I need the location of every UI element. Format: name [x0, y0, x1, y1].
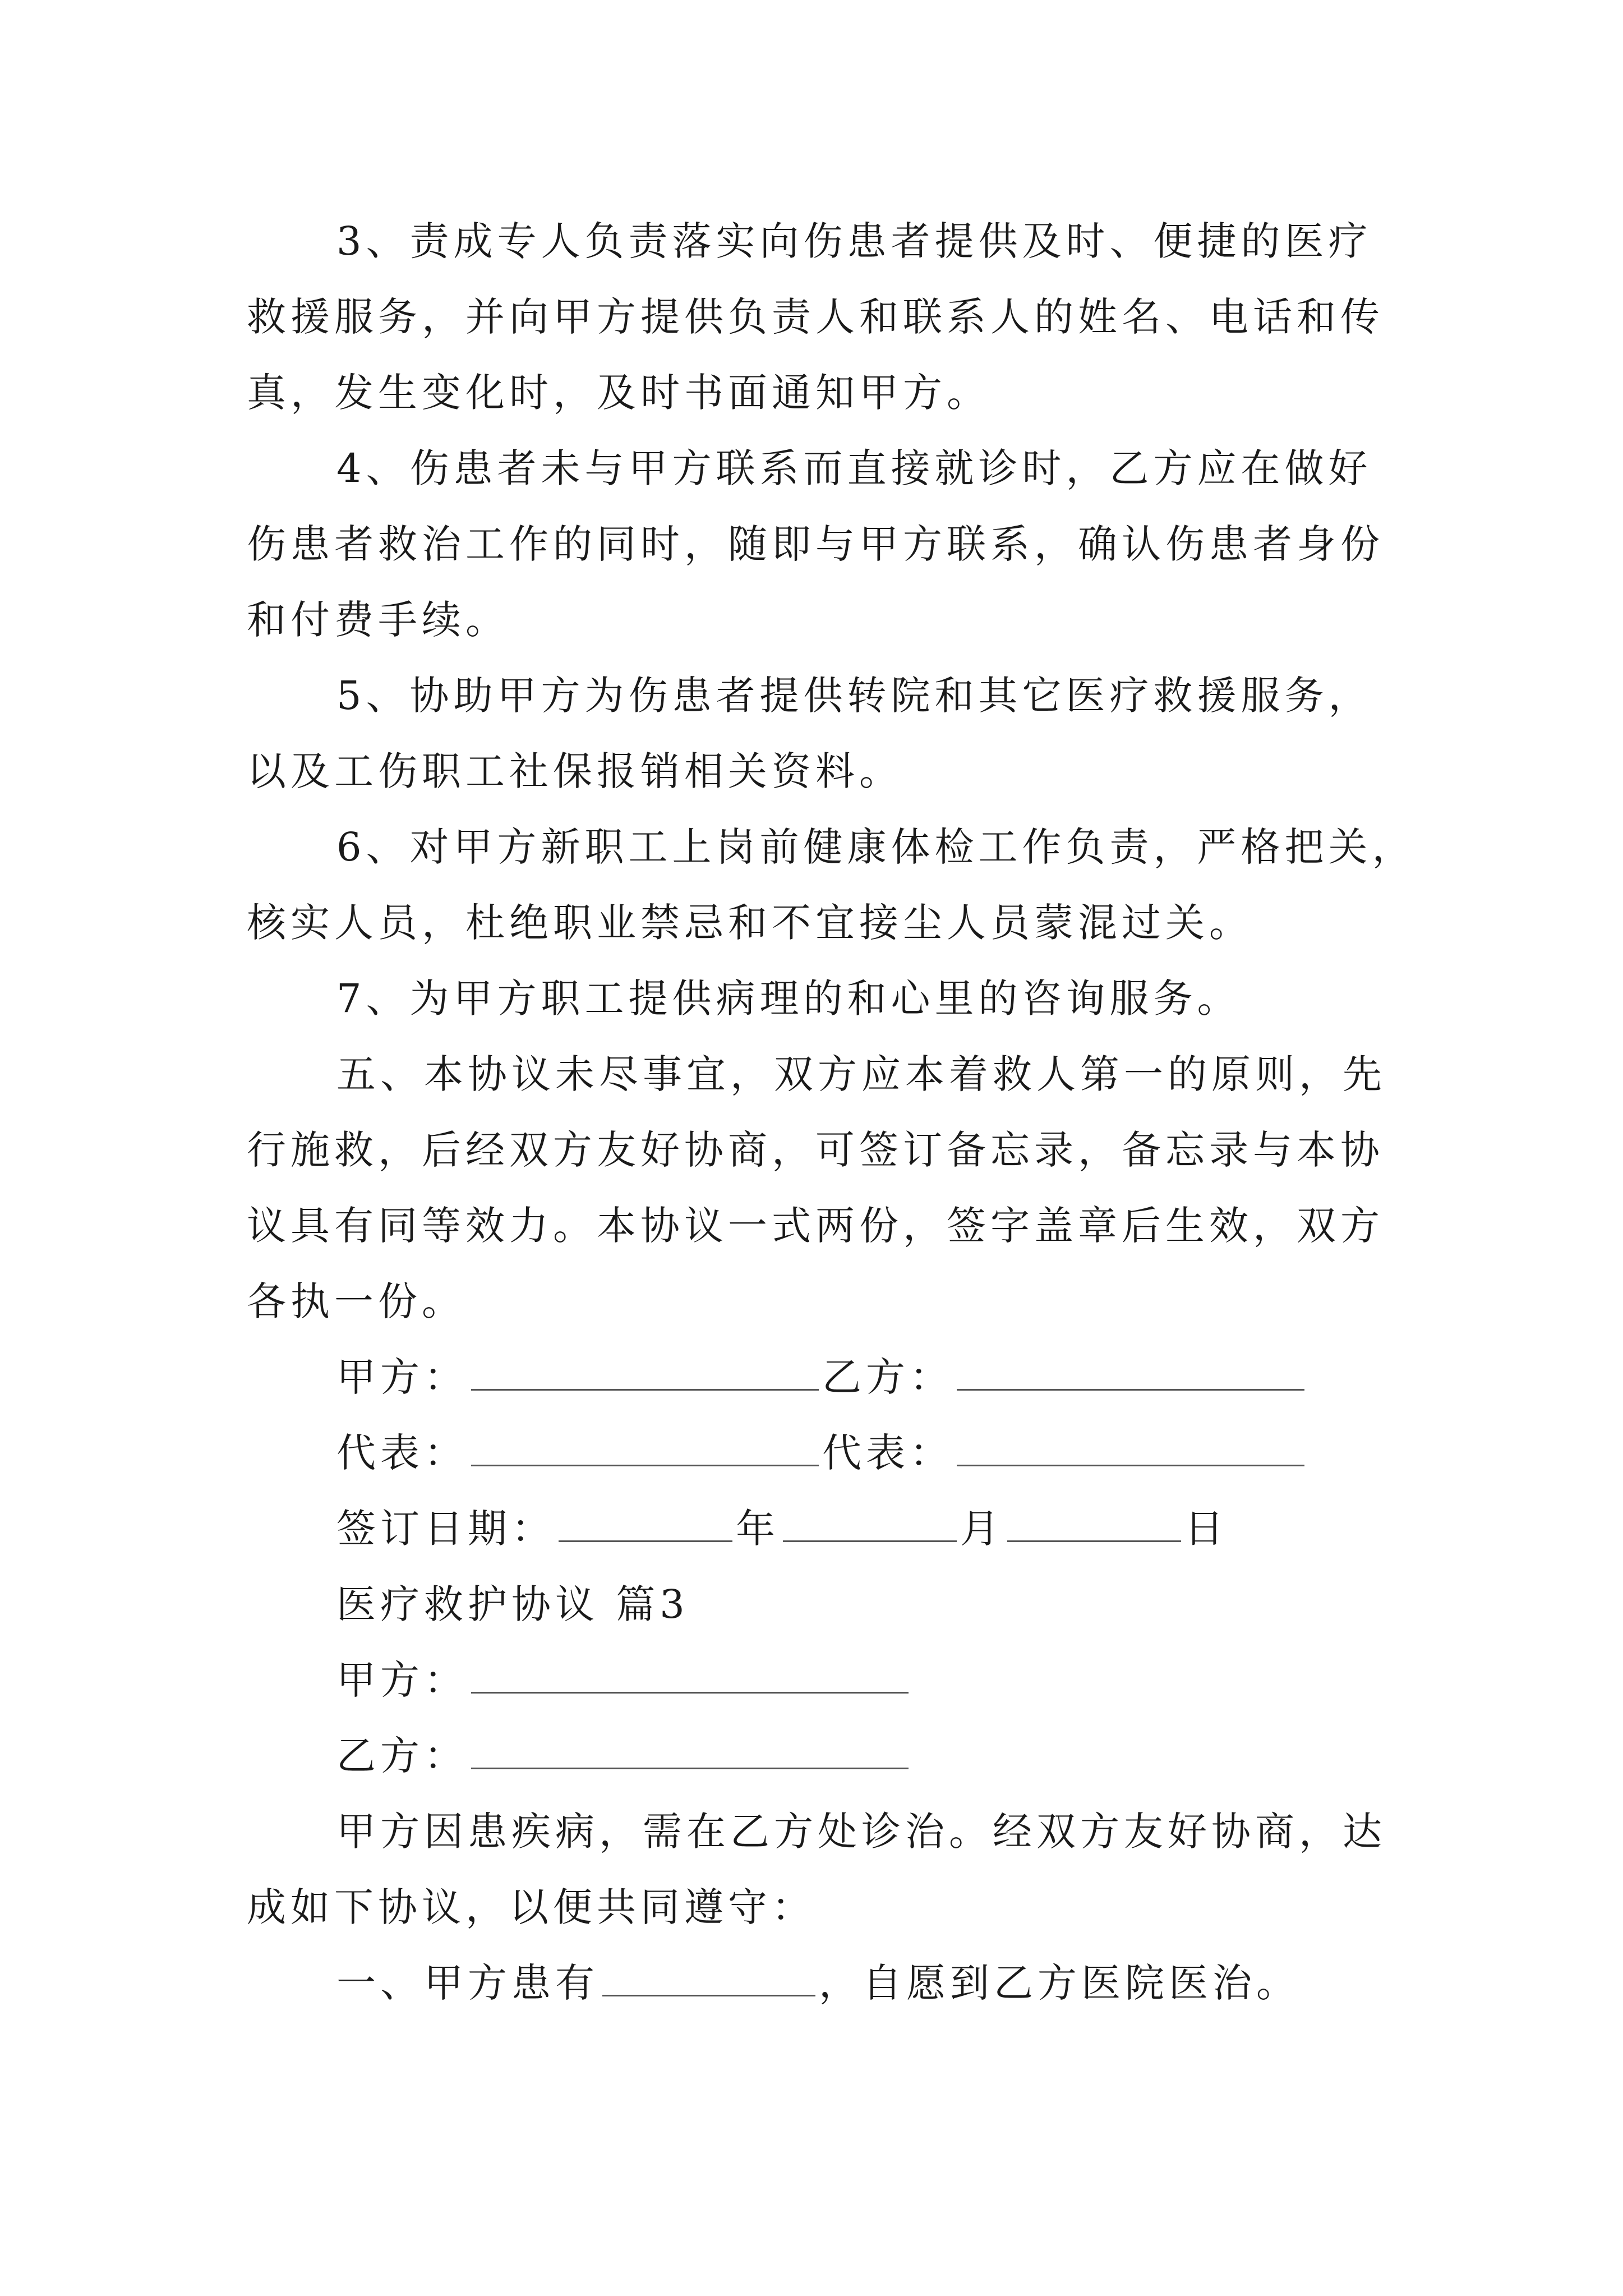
party-a-label: 甲方： — [336, 1354, 468, 1400]
p3-item-1 — [336, 1958, 1300, 2008]
p3-party-a-label: 甲方： — [336, 1657, 468, 1703]
disease-blank — [602, 1962, 815, 1996]
rep-a-label: 代表： — [336, 1430, 468, 1476]
rep-b-label: 代表： — [822, 1430, 953, 1476]
paragraph-line: 救援服务，并向甲方提供负责人和联系人的姓名、电话和传 — [247, 294, 1384, 340]
paragraph-line: 以及工伤职工社保报销相关资料。 — [247, 748, 903, 794]
paragraph-line: 和付费手续。 — [247, 597, 509, 643]
p3-party-b-row — [336, 1731, 912, 1781]
rep-b-blank — [957, 1432, 1304, 1466]
year-blank — [559, 1508, 732, 1542]
paragraph-line: 议具有同等效力。本协议一式两份，签字盖章后生效，双方 — [247, 1203, 1384, 1249]
paragraph-line: 6、对甲方新职工上岗前健康体检工作负责，严格把关， — [336, 824, 1416, 870]
party-b-label: 乙方： — [822, 1354, 953, 1400]
p3-party-b-label: 乙方： — [336, 1733, 468, 1779]
date-label: 签订日期： — [336, 1506, 555, 1552]
paragraph-line: 真，发生变化时，及时书面通知甲方。 — [247, 370, 990, 416]
party-a-blank — [471, 1356, 819, 1391]
day-label: 日 — [1184, 1506, 1228, 1552]
p3-item1-prefix: 一、甲方患有 — [336, 1960, 599, 2006]
year-label: 年 — [736, 1506, 780, 1552]
signature-row-parties — [336, 1352, 1308, 1402]
paragraph-line: 5、协助甲方为伤患者提供转院和其它医疗救援服务， — [336, 673, 1372, 719]
day-blank — [1007, 1508, 1181, 1542]
paragraph-line: 伤患者救治工作的同时，随即与甲方联系，确认伤患者身份 — [247, 521, 1384, 567]
p3-party-a-row — [336, 1655, 912, 1705]
paragraph-line: 核实人员，杜绝职业禁忌和不宜接尘人员蒙混过关。 — [247, 900, 1253, 946]
p3-party-b-blank — [471, 1735, 909, 1769]
p3-party-a-blank — [471, 1659, 909, 1694]
paragraph-line: 7、为甲方职工提供病理的和心里的咨询服务。 — [336, 976, 1241, 1022]
section-title: 医疗救护协议 篇3 — [336, 1581, 689, 1627]
paragraph-line: 五、本协议未尽事宜，双方应本着救人第一的原则，先 — [336, 1051, 1386, 1097]
rep-a-blank — [471, 1432, 819, 1466]
signature-row-representatives — [336, 1428, 1308, 1478]
paragraph-line: 4、伤患者未与甲方联系而直接就诊时，乙方应在做好 — [336, 445, 1372, 491]
paragraph-line: 行施救，后经双方友好协商，可签订备忘录，备忘录与本协 — [247, 1127, 1384, 1173]
party-b-blank — [957, 1356, 1304, 1391]
paragraph-line: 甲方因患疾病，需在乙方处诊治。经双方友好协商，达 — [336, 1809, 1386, 1855]
paragraph-line: 成如下协议，以便共同遵守： — [247, 1884, 815, 1930]
p3-item1-suffix: ，自愿到乙方医院医治。 — [819, 1960, 1300, 2006]
month-label: 月 — [960, 1506, 1004, 1552]
paragraph-line: 3、责成专人负责落实向伤患者提供及时、便捷的医疗 — [336, 218, 1372, 264]
paragraph-line: 各执一份。 — [247, 1278, 465, 1324]
month-blank — [783, 1508, 957, 1542]
signing-date-row — [336, 1503, 1228, 1554]
